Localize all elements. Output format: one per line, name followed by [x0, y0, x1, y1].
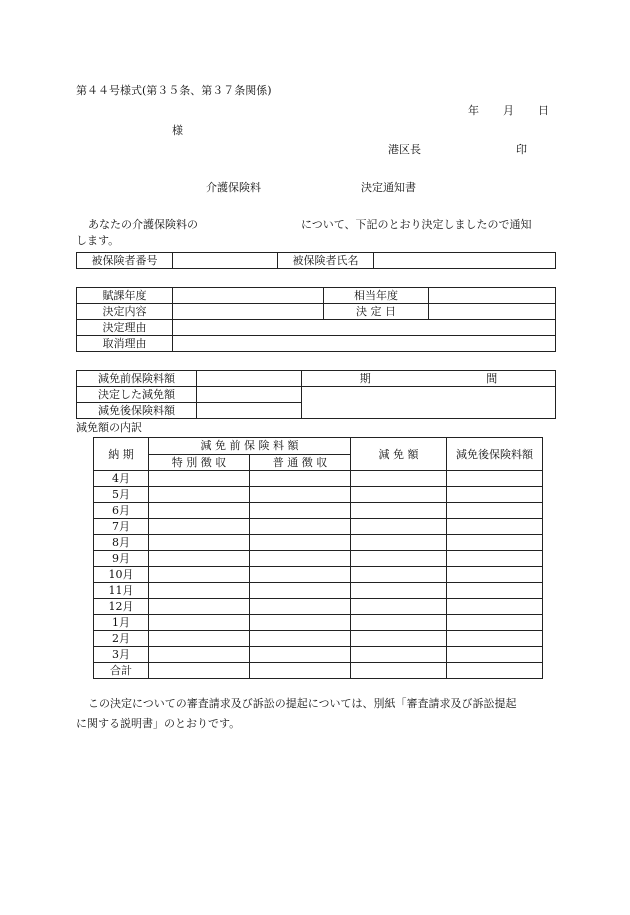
special-value [149, 519, 250, 535]
after-amount-value [197, 403, 302, 419]
after-value [447, 631, 543, 647]
special-value [149, 663, 250, 679]
ordinary-value [250, 551, 351, 567]
period-label-b: 間 [486, 372, 498, 385]
reduction-value [351, 631, 447, 647]
reduction-value [351, 663, 447, 679]
special-value [149, 615, 250, 631]
title-right: 決定通知書 [361, 181, 416, 194]
payment-month-label: 6月 [94, 503, 149, 519]
reduction-header: 減 免 額 [351, 438, 447, 471]
intro-line1-b: について、下記のとおり決定しましたので通知 [301, 218, 532, 231]
before-amount-value [197, 371, 302, 387]
title-left: 介護保険料 [206, 181, 261, 194]
seal-mark: 印 [516, 143, 527, 156]
after-value [447, 519, 543, 535]
intro-line2: します。 [76, 234, 120, 247]
reduction-value [351, 487, 447, 503]
payment-month-label: 12月 [94, 599, 149, 615]
period-label-a: 期 [359, 372, 371, 385]
decided-reduction-label: 決定した減免額 [77, 387, 197, 403]
intro-line1-a: あなたの介護保険料の [88, 218, 198, 231]
fiscal-year-value [173, 288, 324, 304]
payment-month-label: 3月 [94, 647, 149, 663]
reduction-value [351, 583, 447, 599]
addressee-suffix: 様 [172, 124, 183, 137]
table-row [94, 551, 543, 567]
payment-month-label: 11月 [94, 583, 149, 599]
payment-month-label: 10月 [94, 567, 149, 583]
after-value [447, 583, 543, 599]
ordinary-value [250, 567, 351, 583]
special-collection-header: 特 別 徴 収 [149, 454, 250, 471]
date-year-label: 年 [468, 104, 479, 117]
ordinary-value [250, 647, 351, 663]
insured-name-label: 被保険者氏名 [278, 253, 374, 269]
ordinary-value [250, 663, 351, 679]
special-value [149, 599, 250, 615]
payment-month-label: 8月 [94, 535, 149, 551]
insured-table [76, 252, 556, 269]
table-row [94, 599, 543, 615]
cancel-reason-label: 取消理由 [77, 336, 173, 352]
after-value [447, 471, 543, 487]
payment-month-label: 2月 [94, 631, 149, 647]
special-value [149, 471, 250, 487]
issuer-name: 港区長 [388, 143, 421, 156]
after-value [447, 503, 543, 519]
ordinary-value [250, 487, 351, 503]
ordinary-value [250, 519, 351, 535]
date-month-label: 月 [503, 104, 514, 117]
table-row [94, 631, 543, 647]
table-row [94, 567, 543, 583]
decision-reason-label: 決定理由 [77, 320, 173, 336]
date-day-label: 日 [538, 104, 549, 117]
table-row [94, 615, 543, 631]
decision-table [76, 287, 556, 352]
table-row [94, 583, 543, 599]
after-value [447, 663, 543, 679]
after-value [447, 599, 543, 615]
ordinary-value [250, 631, 351, 647]
decision-content-value [173, 304, 324, 320]
reduction-table [76, 370, 556, 419]
after-header: 減免後保険料額 [447, 438, 543, 471]
payment-month-label: 4月 [94, 471, 149, 487]
insured-name-value [374, 253, 556, 269]
reduction-value [351, 503, 447, 519]
fiscal-year-label: 賦課年度 [77, 288, 173, 304]
reduction-value [351, 471, 447, 487]
special-value [149, 583, 250, 599]
payment-month-label: 合計 [94, 663, 149, 679]
corresponding-year-label: 相当年度 [324, 288, 429, 304]
decided-reduction-value [197, 387, 302, 403]
special-value [149, 487, 250, 503]
reduction-value [351, 647, 447, 663]
table-row [94, 663, 543, 679]
before-amount-label: 減免前保険料額 [77, 371, 197, 387]
table-row [94, 519, 543, 535]
payment-period-header: 納 期 [94, 438, 149, 471]
after-value [447, 567, 543, 583]
after-value [447, 647, 543, 663]
payment-month-label: 9月 [94, 551, 149, 567]
breakdown-caption: 減免額の内訳 [76, 421, 142, 434]
form-number: 第４４号様式(第３５条、第３７条関係) [76, 84, 272, 97]
ordinary-value [250, 599, 351, 615]
after-amount-label: 減免後保険料額 [77, 403, 197, 419]
decision-date-label: 決 定 日 [324, 304, 429, 320]
ordinary-value [250, 615, 351, 631]
after-value [447, 551, 543, 567]
footer-line1: この決定についての審査請求及び訴訟の提起については、別紙「審査請求及び訴訟提起 [88, 697, 517, 710]
period-value [302, 387, 556, 419]
ordinary-value [250, 471, 351, 487]
breakdown-table [93, 437, 543, 679]
reduction-value [351, 551, 447, 567]
after-value [447, 615, 543, 631]
decision-date-value [429, 304, 556, 320]
insured-number-value [173, 253, 278, 269]
insured-number-label: 被保険者番号 [77, 253, 173, 269]
reduction-value [351, 519, 447, 535]
payment-month-label: 7月 [94, 519, 149, 535]
special-value [149, 503, 250, 519]
ordinary-collection-header: 普 通 徴 収 [250, 454, 351, 471]
table-row [94, 487, 543, 503]
after-value [447, 487, 543, 503]
table-row [94, 471, 543, 487]
before-group-header: 減 免 前 保 険 料 額 [149, 438, 351, 455]
ordinary-value [250, 535, 351, 551]
special-value [149, 535, 250, 551]
decision-content-label: 決定内容 [77, 304, 173, 320]
table-row [94, 503, 543, 519]
reduction-value [351, 615, 447, 631]
reduction-value [351, 567, 447, 583]
special-value [149, 567, 250, 583]
ordinary-value [250, 583, 351, 599]
special-value [149, 647, 250, 663]
period-header [302, 371, 556, 387]
footer-line2: に関する説明書」のとおりです。 [76, 717, 241, 730]
reduction-value [351, 599, 447, 615]
special-value [149, 551, 250, 567]
payment-month-label: 5月 [94, 487, 149, 503]
corresponding-year-value [429, 288, 556, 304]
cancel-reason-value [173, 336, 556, 352]
after-value [447, 535, 543, 551]
decision-reason-value [173, 320, 556, 336]
reduction-value [351, 535, 447, 551]
ordinary-value [250, 503, 351, 519]
table-row [94, 535, 543, 551]
payment-month-label: 1月 [94, 615, 149, 631]
special-value [149, 631, 250, 647]
table-row [94, 647, 543, 663]
